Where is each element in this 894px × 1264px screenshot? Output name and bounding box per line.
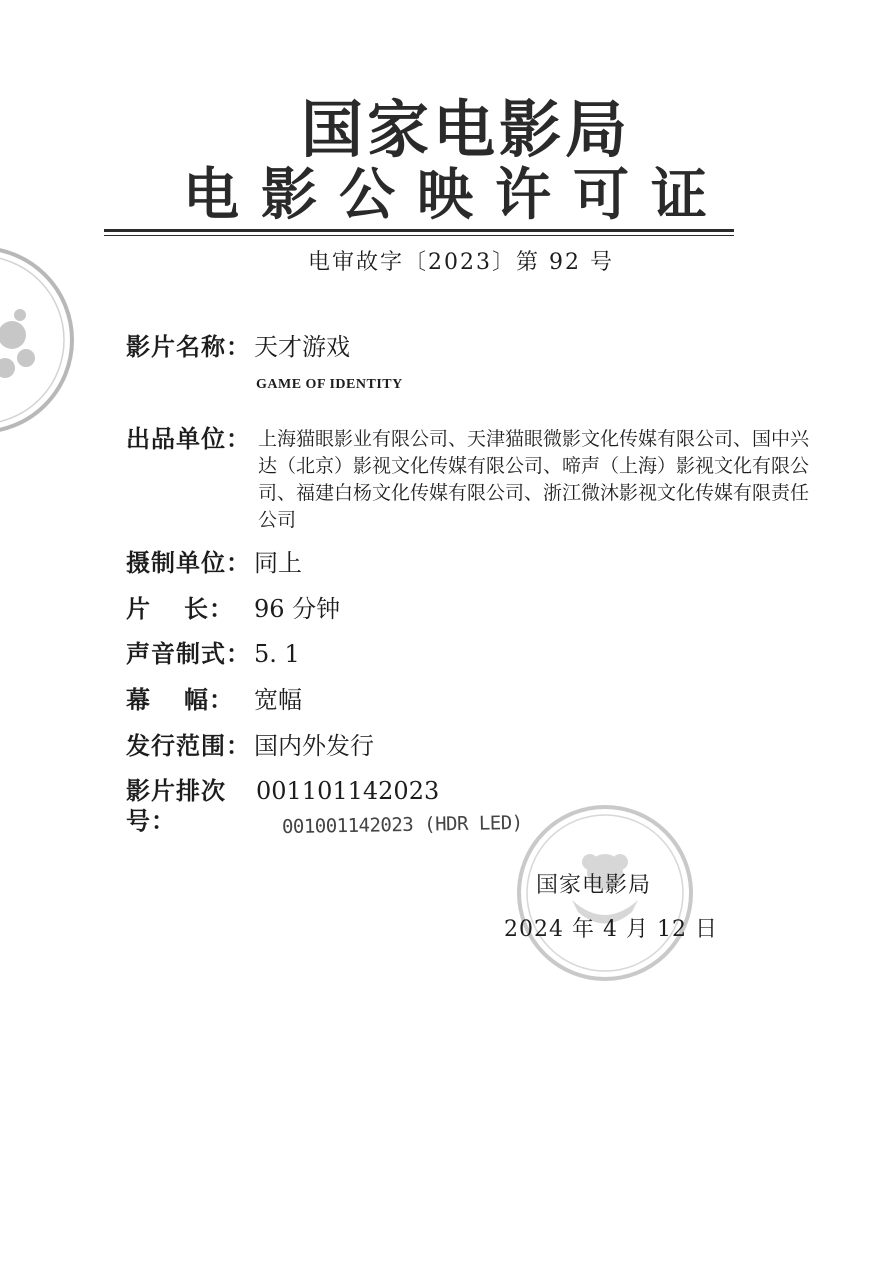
- screen-label-b: 幅：: [184, 686, 234, 714]
- screen-format-value: 宽幅: [254, 686, 302, 714]
- distribution-label: 发行范围：: [126, 732, 251, 760]
- length-value: 96 分钟: [254, 595, 341, 623]
- length-label: [126, 594, 234, 624]
- screen-format-label: [126, 685, 234, 715]
- sound-format-row: [126, 639, 300, 669]
- sound-format-label: 声音制式：: [126, 640, 251, 668]
- film-english-title: GAME OF IDENTITY: [256, 377, 403, 392]
- length-label-b: 长：: [184, 595, 234, 623]
- issuer-name: 国家电影局: [536, 873, 652, 898]
- producer-label-row: [126, 424, 254, 454]
- document-number: 电审故字〔2023〕第 92 号: [308, 250, 614, 275]
- document-title: 电影公映许可证: [183, 163, 729, 228]
- screen-label-a: 幕: [126, 686, 151, 714]
- producer-value: 上海猫眼影业有限公司、天津猫眼微影文化传媒有限公司、国中兴达（北京）影视文化传媒有限公司、啼声（上海）影视文化有限公司、福建白杨文化传媒有限公司、浙江微沐影视文化传媒有限责任公司: [258, 428, 810, 531]
- issue-date: 2024 年 4 月 12 日: [504, 917, 718, 942]
- title-underline-thin: [104, 235, 734, 236]
- issuing-authority-heading: 国家电影局: [300, 93, 631, 166]
- filming-unit-value: 同上: [254, 549, 302, 577]
- filming-unit-row: [126, 548, 302, 578]
- handwritten-note: 001001142023 (HDR LED): [281, 811, 523, 839]
- film-title-value: 天才游戏: [254, 333, 350, 361]
- distribution-value: 国内外发行: [254, 732, 374, 760]
- distribution-row: [126, 731, 374, 761]
- film-title-label: 影片名称：: [126, 333, 251, 361]
- screen-format-row: [126, 685, 302, 715]
- filming-unit-label: 摄制单位：: [126, 549, 251, 577]
- serial-number-value: 001101142023: [256, 777, 440, 805]
- title-underline-thick: [104, 229, 734, 232]
- length-label-a: 片: [126, 595, 151, 623]
- serial-number-label: 影片排次号：: [126, 777, 226, 835]
- length-row: [126, 594, 340, 624]
- sound-format-value: 5. 1: [254, 640, 300, 668]
- film-title-row: [126, 332, 350, 362]
- producer-label: 出品单位：: [126, 425, 251, 453]
